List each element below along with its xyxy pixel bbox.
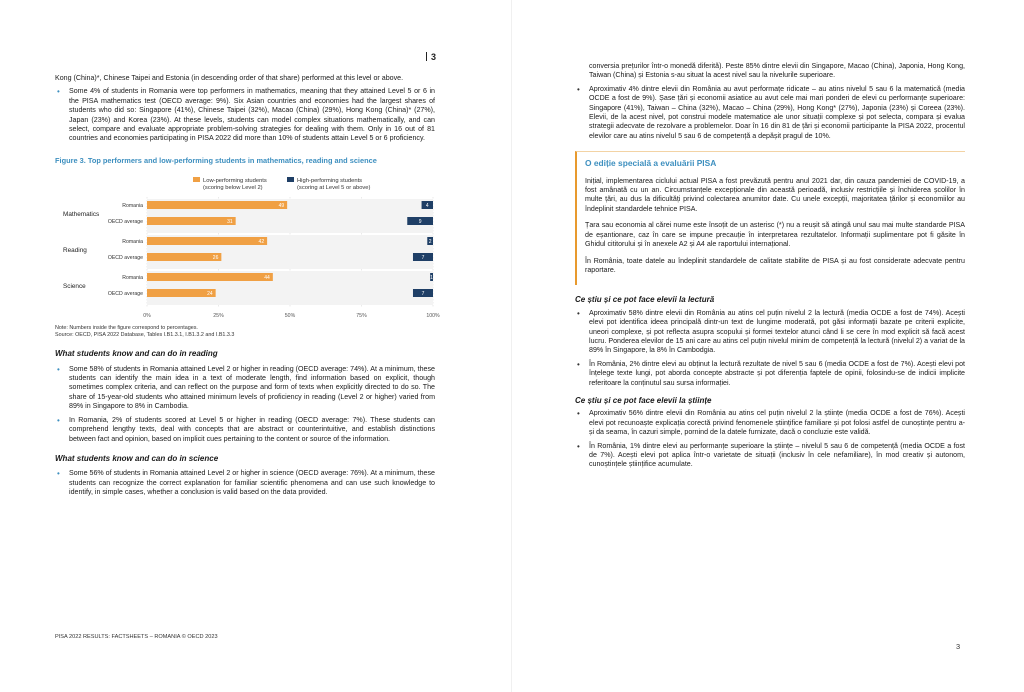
row-label: OECD average <box>107 255 143 262</box>
row-label: OECD average <box>107 219 143 226</box>
bullet-dot: • <box>57 364 60 374</box>
row-label: Romania <box>122 239 143 246</box>
figure-note <box>55 325 435 339</box>
math-bullets <box>55 87 435 143</box>
figure-note-text: Note: Numbers inside the figure correspond to percentages. <box>55 325 198 332</box>
low-performer-bar <box>147 273 273 281</box>
low-performer-bar <box>147 201 287 209</box>
list-item <box>55 469 435 497</box>
bullet-text: Some 56% of students in Romania attained Level 2 or higher in science (OECD average: 76%). At a minimum, these students can recognize the correct explanation for familiar scientific phenomena and can use such knowledge to identify, in simple cases, whether a conclusion is valid based on the data provided. <box>69 469 435 497</box>
low-performer-value: 26 <box>212 255 219 262</box>
low-performer-value: 44 <box>264 275 270 282</box>
bullet-dot: • <box>577 84 580 94</box>
bullet-text: Aproximativ 4% dintre elevii din România au avut performațe ridicate – au atins nivelul 5 sau 6 la matematică (media OCDE a fost de 9%). Șase țări și economii asiatice au avut cele mai mari ponderi de elevi cu performanțe superioare: Singapore (41%), Taiwan – China (32%), Macao – China (29%), Hong Kong* (27%), Japonia (23%) și Coreea (23%). Elevii, de la acest nivel, pot construi modele matematice ale unor situații complexe și pot selecta, compara și evalua strategii adecvate de rezolvare a problemelor. Doar în 16 din 81 de țări și economii participante la PISA 2022, procentul elevilor care au atins nivelul 5 sau 6 de competență a depășit pragul de 10%. <box>589 84 965 140</box>
list-item <box>55 416 435 444</box>
box-title: O ediție specială a evaluării PISA <box>585 158 717 169</box>
bullet-text: În România, 2% dintre elevi au obținut la lectură rezultate de nivel 5 sau 6 (media OCDE a fost de 7%). Acești elevi pot înțelege texte lungi, pot aborda concepte abstracte și pot diferenția faptele de opinii, folosindu-se de indicii implicite referitoare la conținutul sau sursa informației. <box>589 359 965 387</box>
low-performer-value: 24 <box>207 291 213 298</box>
science-bullets <box>55 469 435 497</box>
row-label: Romania <box>122 203 143 210</box>
row-label: OECD average <box>107 291 143 298</box>
ro-science-heading: Ce știu și ce pot face elevii la științe <box>575 395 712 405</box>
list-item <box>575 360 965 388</box>
special-edition-box <box>575 151 965 285</box>
reading-bullets <box>55 365 435 444</box>
list-item <box>575 442 965 470</box>
x-tick-label: 75% <box>356 313 367 320</box>
high-performer-value: 7 <box>421 291 425 298</box>
low-performer-value: 42 <box>258 239 265 246</box>
figure-source-text: Source: OECD, PISA 2022 Database, Tables I.B1.3.1, I.B1.3.2 and I.B1.3.3 <box>55 332 235 339</box>
list-item <box>55 365 435 412</box>
bullet-dot: • <box>577 409 580 419</box>
x-tick-label: 100% <box>426 313 440 320</box>
subject-label: Reading <box>63 247 87 255</box>
legend-swatch <box>287 177 294 182</box>
high-performer-value: 9 <box>418 219 422 226</box>
box-paragraph-2: Țara sau economia al cărei nume este însoțit de un asterisc (*) nu a reușit să atingă unul sau mai multe standarde PISA de eșantionare, caz în care se impune precauție în interpretarea rezultatelor. Informații suplimentare pot fi găsite în Ghidul cititorului și în anexele A2 și A4 ale raportului internațional. <box>585 221 965 249</box>
low-performer-bar <box>147 217 236 225</box>
high-performer-value: 4 <box>425 203 429 210</box>
chart-svg <box>55 173 440 323</box>
right-column <box>575 62 965 474</box>
subject-label: Mathematics <box>63 211 100 219</box>
right-page <box>512 0 1024 692</box>
legend-sublabel: (scoring below Level 2) <box>203 185 263 192</box>
legend-sublabel: (scoring at Level 5 or above) <box>297 185 371 192</box>
row-label: Romania <box>122 275 143 282</box>
high-performer-value: 2 <box>428 239 432 246</box>
legend-label: High-performing students <box>297 178 363 185</box>
ro-intro-continuation: conversia prețurilor într-o monedă diferită). Peste 85% dintre elevii din Singapore, Macao (China), Japonia, Hong Kong, Taiwan (China) și Estonia s-au situat la acest nivel sau la nivelurile superioare. <box>589 62 965 80</box>
bullet-dot: • <box>577 308 580 318</box>
x-tick-label: 50% <box>284 313 296 320</box>
legend-swatch <box>193 177 200 182</box>
high-performer-value: 7 <box>421 255 425 262</box>
list-item <box>55 87 435 143</box>
box-paragraph-1: Inițial, implementarea ciclului actual PISA a fost prevăzută pentru anul 2021 dar, din cauza pandemiei de COVID-19, a fost amânată cu un an. Circumstanțele excepționale din această perioadă, inclusiv restricțiile și închiderea școlilor în multe țări, au dus la dificultăți privind colectarea anumitor date. Cu unele excepții, majoritatea țărilor și economiilor au îndeplinit standardele tehnice PISA. <box>585 176 965 213</box>
x-tick-label: 0% <box>143 313 151 320</box>
intro-continuation: Kong (China)*, Chinese Taipei and Estonia (in descending order of that share) performed at this level or above. <box>55 74 404 82</box>
legend-label: Low-performing students <box>203 178 267 185</box>
bullet-text: Some 4% of students in Romania were top performers in mathematics, meaning that they attained Level 5 or 6 in the PISA mathematics test (OECD average: 9%). Six Asian countries and economies had the largest shares of students who did so: Singapore (41%), Chinese Taipei (32%), Macao (China) (29%), Hong Kong (China)* (27%), Japan (23%) and Korea (23%). At these levels, students can model complex situations mathematically, and can select, compare and evaluate appropriate problem-solving strategies for dealing with them. Only in 16 out of 81 countries and economies participating in PISA 2022 did more than 10% of students attain Level 5 or 6 proficiency. <box>69 87 435 143</box>
left-column <box>55 74 440 502</box>
low-performer-bar <box>147 237 267 245</box>
list-item <box>575 85 965 141</box>
x-tick-label: 25% <box>213 313 224 320</box>
low-performer-value: 31 <box>227 219 233 226</box>
reading-heading: What students know and can do in reading <box>55 349 218 359</box>
page-number-top: 3 <box>426 52 436 62</box>
list-item <box>575 309 965 356</box>
high-performer-value: 1 <box>430 275 433 282</box>
ro-science-bullets <box>575 409 965 469</box>
bullet-dot: • <box>57 87 60 97</box>
bullet-dot: • <box>57 469 60 479</box>
bullet-text: În România, 1% dintre elevi au performanțe superioare la științe – nivelul 5 sau 6 de competență (media OCDE a fost de 7%). Acești elevi pot aplica într-o varietate de situații (inclusiv în cele nefamiliare), în mod creativ și autonom, cunoștințele științifice acumulate. <box>589 441 965 469</box>
bullet-text: Aproximativ 56% dintre elevii din România au atins cel puțin nivelul 2 la științe (media OCDE a fost de 76%). Acești elevi pot recunoaște explicația corectă privind fenomenele științifice familiare și pot folosi astfel de cunoștințe pentru a-și da seama, în cazuri simple, pornind de la datele furnizate, dacă o concluzie este validă. <box>589 409 965 437</box>
figure-3-chart <box>55 173 440 323</box>
low-performer-bar <box>147 253 221 261</box>
bullet-text: In Romania, 2% of students scored at Level 5 or higher in reading (OECD average: 7%). These students can comprehend lengthy texts, deal with concepts that are abstract or counterintuitive, and establish distinctions between fact and opinion, based on implicit cues pertaining to the content or source of the information. <box>69 415 435 443</box>
bullet-dot: • <box>57 415 60 425</box>
bullet-dot: • <box>577 359 580 369</box>
bullet-text: Some 58% of students in Romania attained Level 2 or higher in reading (OECD average: 74%). At a minimum, these students can identify the main idea in a text of moderate length, find information based on explicit, though sometimes complex criteria, and can reflect on the purpose and form of texts when explicitly directed to do so. The share of 15-year-old students who attained minimum levels of proficiency in reading (Level 2 or higher) varied from 89% in Singapore to 8% in Cambodia. <box>69 364 435 411</box>
list-item <box>575 409 965 437</box>
low-performer-bar <box>147 289 216 297</box>
bullet-text: Aproximativ 58% dintre elevii din România au atins cel puțin nivelul 2 la lectură (media OCDE a fost de 74%). Acești elevi pot identifica ideea principală dintr-un text de lungime moderată, pot găsi informații bazate pe criterii explicite, uneori complexe, și pot reflecta asupra scopului și formei textelor atunci când li se cere în mod explicit să facă acest lucru. Ponderea elevilor de 15 ani care au atins cel puțin nivelul minim de competență la lectură (nivelul 2) a variat de la 89% în Singapore, la 8% în Cambodgia. <box>589 308 965 355</box>
science-heading: What students know and can do in science <box>55 453 219 463</box>
figure-title: Figure 3. Top performers and low-performing students in mathematics, reading and science <box>55 155 377 165</box>
ro-math-bullets <box>575 85 965 141</box>
subject-label: Science <box>63 283 86 291</box>
ro-reading-heading: Ce știu și ce pot face elevii la lectură <box>575 295 715 305</box>
page-footer: PISA 2022 RESULTS: FACTSHEETS – ROMANIA © OECD 2023 <box>55 634 218 640</box>
bullet-dot: • <box>577 441 580 451</box>
ro-reading-bullets <box>575 309 965 388</box>
low-performer-value: 49 <box>278 203 285 210</box>
box-paragraph-3: În România, toate datele au îndeplinit standardele de calitate stabilite de PISA și au fost considerate adecvate pentru raportare. <box>585 256 965 274</box>
page-number-bottom: 3 <box>956 642 961 651</box>
